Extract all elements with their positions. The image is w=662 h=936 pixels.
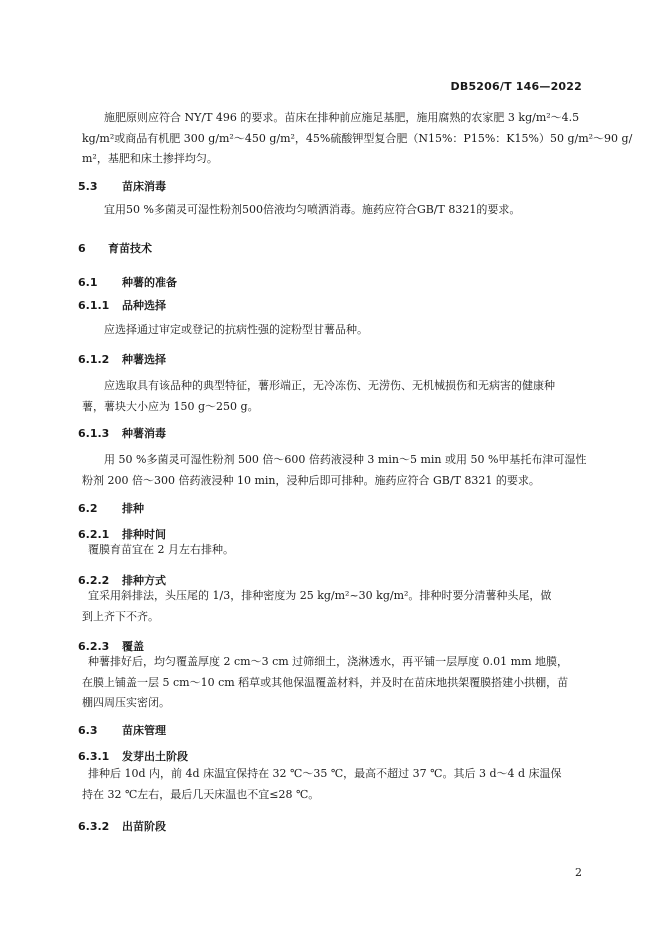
section-heading-6-3-2	[78, 818, 166, 834]
section-title: 排种方式	[122, 574, 166, 587]
text-line: kg/m²或商品有机肥 300 g/m²～450 g/m²，45%硫酸钾型复合肥（N15%：P15%：K15%）50 g/m²～90 g/	[82, 131, 633, 145]
text-line: 施肥原则应符合 NY/T 496 的要求。苗床在排种前应施足基肥，施用腐熟的农家肥 3 kg/m²～4.5	[104, 111, 580, 124]
paragraph-germination-stage	[82, 764, 582, 805]
text-line: m²，基肥和床土掺拌均匀。	[82, 152, 218, 165]
section-title: 覆盖	[122, 640, 144, 653]
paragraph-fertilization	[82, 108, 633, 170]
section-heading-6-2	[78, 500, 144, 516]
page-number: 2	[575, 866, 582, 879]
text-line: 宜采用斜排法，头压尾的 1/3，排种密度为 25 kg/m²~30 kg/m²。排种时要分清薯种头尾，做	[88, 589, 552, 602]
paragraph-sowing-time	[82, 540, 582, 561]
section-number: 6.2	[78, 502, 98, 515]
text-line: 用 50 %多菌灵可湿性粉剂 500 倍～600 倍药液浸种 3 min～5 min 或用 50 %甲基托布津可湿性	[104, 453, 587, 466]
section-title: 育苗技术	[108, 242, 152, 255]
section-number: 5.3	[78, 180, 98, 193]
section-heading-6-1-1	[78, 297, 166, 313]
section-title: 品种选择	[122, 299, 166, 312]
section-number: 6.3.1	[78, 750, 110, 763]
section-heading-6-1-2	[78, 351, 166, 367]
section-title: 种薯消毒	[122, 427, 166, 440]
paragraph-bed-disinfection	[82, 200, 582, 221]
text-line: 排种后 10d 内，前 4d 床温宜保持在 32 ℃～35 ℃，最高不超过 37 ℃。其后 3 d～4 d 床温保	[88, 767, 562, 780]
paragraph-covering	[82, 652, 582, 714]
paragraph-seed-potato-selection	[82, 376, 582, 417]
section-number: 6.1.2	[78, 353, 110, 366]
section-title: 种薯的准备	[122, 276, 177, 289]
section-number: 6.3.2	[78, 820, 110, 833]
section-title: 排种时间	[122, 528, 166, 541]
text-line: 在膜上铺盖一层 5 cm～10 cm 稻草或其他保温覆盖材料，并及时在苗床地拱架覆膜搭建小拱棚，苗	[82, 675, 569, 689]
text-line: 持在 32 ℃左右，最后几天床温也不宜≤28 ℃。	[82, 787, 320, 801]
text-line: 应选择通过审定或登记的抗病性强的淀粉型甘薯品种。	[104, 323, 368, 336]
section-heading-6-3	[78, 722, 166, 738]
section-number: 6.1.3	[78, 427, 110, 440]
section-title: 发芽出土阶段	[122, 750, 188, 763]
section-number: 6	[78, 242, 86, 255]
section-title: 苗床消毒	[122, 180, 166, 193]
section-number: 6.1.1	[78, 299, 110, 312]
text-line: 种薯排好后，均匀覆盖厚度 2 cm～3 cm 过筛细土，浇淋透水，再平铺一层厚度 0.01 mm 地膜，	[88, 655, 569, 668]
section-number: 6.2.2	[78, 574, 110, 587]
section-title: 出苗阶段	[122, 820, 166, 833]
text-line: 覆膜育苗宜在 2 月左右排种。	[88, 543, 234, 556]
text-line: 应选取具有该品种的典型特征，薯形端正，无冷冻伤、无涝伤、无机械损伤和无病害的健康种	[104, 379, 555, 392]
section-number: 6.2.3	[78, 640, 110, 653]
paragraph-variety-selection	[82, 320, 582, 341]
section-number: 6.2.1	[78, 528, 110, 541]
text-line: 粉剂 200 倍～300 倍药液浸种 10 min，浸种后即可排种。施药应符合 GB/T 8321 的要求。	[82, 473, 540, 487]
section-heading-6-3-1	[78, 748, 188, 764]
section-heading-6-1	[78, 274, 177, 290]
section-title: 排种	[122, 502, 144, 515]
text-line: 薯，薯块大小应为 150 g～250 g。	[82, 399, 259, 413]
text-line: 宜用50 %多菌灵可湿性粉剂500倍液均匀喷洒消毒。施药应符合GB/T 8321的要求。	[104, 203, 521, 216]
section-number: 6.1	[78, 276, 98, 289]
section-heading-6	[78, 240, 152, 256]
section-heading-5-3	[78, 178, 166, 194]
document-header-id: DB5206/T 146—2022	[450, 80, 582, 93]
section-number: 6.3	[78, 724, 98, 737]
paragraph-sowing-method	[82, 586, 582, 627]
section-title: 苗床管理	[122, 724, 166, 737]
section-heading-6-1-3	[78, 425, 166, 441]
text-line: 到上齐下不齐。	[82, 609, 159, 623]
text-line: 棚四周压实密闭。	[82, 696, 170, 709]
section-title: 种薯选择	[122, 353, 166, 366]
paragraph-seed-disinfection	[82, 450, 587, 491]
